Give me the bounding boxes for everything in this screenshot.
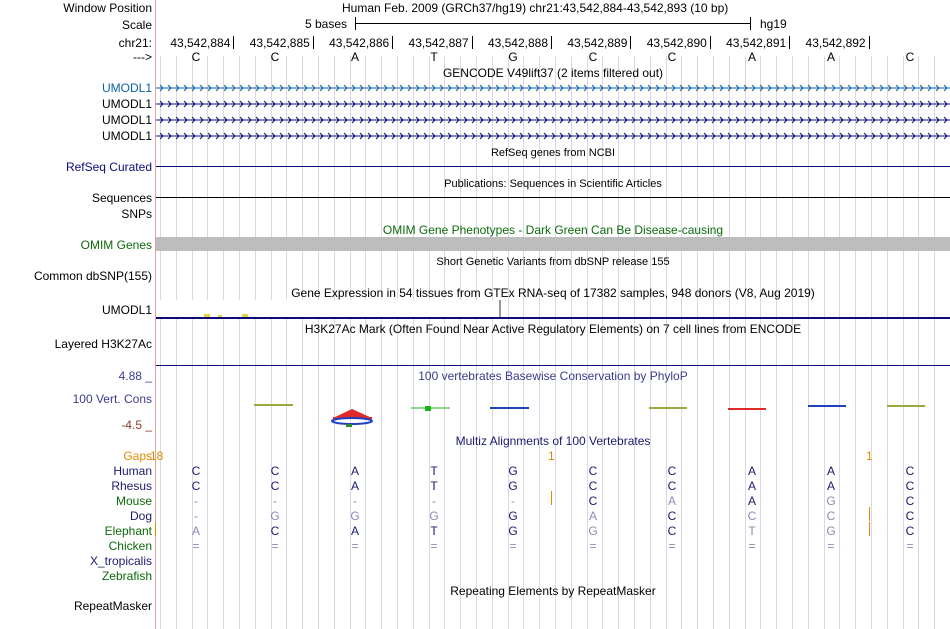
species-label[interactable]: Elephant: [104, 524, 152, 538]
aligned-base: C: [905, 494, 915, 508]
species-label[interactable]: X_tropicalis: [89, 554, 152, 568]
cons-glyphs: [156, 398, 950, 430]
cons-min-label: -4.5 _: [121, 418, 152, 432]
gencode-transcript[interactable]: [156, 81, 950, 95]
aligned-base: A: [667, 494, 676, 508]
gap-count: 1: [548, 449, 555, 463]
position-tick: [472, 36, 473, 49]
aligned-base: =: [668, 539, 676, 553]
gaps-label: Gaps: [123, 449, 152, 463]
aligned-base: C: [588, 494, 598, 508]
gtex-expression-box[interactable]: [156, 300, 501, 317]
gencode-transcript[interactable]: [156, 113, 950, 127]
h3k27ac-track-title[interactable]: H3K27Ac Mark (Often Found Near Active Regulatory Elements) on 7 cell lines from ENCODE: [304, 322, 802, 336]
aligned-base: T: [748, 524, 756, 538]
cons-glyph: [425, 406, 431, 411]
gtex-label[interactable]: UMODL1: [101, 303, 152, 317]
aligned-base: C: [905, 509, 915, 523]
pubs-track-title[interactable]: Publications: Sequences in Scientific Articles: [444, 178, 662, 190]
aligned-base: =: [351, 539, 359, 553]
sequence-base: C: [588, 50, 598, 64]
repeatmasker-label[interactable]: RepeatMasker: [73, 599, 152, 613]
scale-bar-left-tick: [355, 17, 356, 30]
cons-track-title[interactable]: 100 vertebrates Basewise Conservation by PhyloP: [418, 369, 688, 383]
aligned-base: A: [826, 464, 835, 478]
gencode-item-label[interactable]: UMODL1: [101, 113, 152, 127]
aligned-base: -: [194, 509, 198, 523]
aligned-base: C: [905, 524, 915, 538]
gap-marker: [869, 522, 870, 536]
position-tick-label: 43,542,884: [170, 36, 231, 50]
repeatmasker-track-title[interactable]: Repeating Elements by RepeatMasker: [450, 584, 656, 598]
species-label[interactable]: Mouse: [115, 494, 152, 508]
gap-marker: [155, 522, 156, 536]
gtex-bar: [499, 300, 501, 317]
aligned-base: =: [192, 539, 200, 553]
aligned-base: C: [588, 464, 598, 478]
position-tick-label: 43,542,891: [726, 36, 787, 50]
aligned-base: G: [508, 524, 518, 538]
sequences-line[interactable]: [156, 197, 950, 198]
cons-glyph: [346, 424, 352, 427]
snps-label[interactable]: SNPs: [121, 207, 152, 221]
window-position-value: Human Feb. 2009 (GRCh37/hg19) chr21:43,542,884-43,542,893 (10 bp): [342, 1, 729, 15]
gap-marker: [551, 491, 552, 505]
aligned-base: T: [430, 479, 438, 493]
cons-label[interactable]: 100 Vert. Cons: [72, 392, 152, 406]
aligned-base: T: [430, 464, 438, 478]
scale-value: 5 bases: [305, 17, 348, 31]
strand-label: --->: [133, 50, 152, 64]
sequence-base: A: [350, 50, 359, 64]
aligned-base: C: [747, 509, 757, 523]
position-tick: [869, 36, 870, 49]
chrom-label: chr21:: [118, 36, 152, 50]
aligned-base: C: [667, 464, 677, 478]
refseq-label[interactable]: RefSeq Curated: [65, 160, 152, 174]
position-tick-label: 43,542,888: [487, 36, 548, 50]
position-tick: [313, 36, 314, 49]
gencode-item-label[interactable]: UMODL1: [101, 97, 152, 111]
aligned-base: =: [509, 539, 517, 553]
gap-marker: [869, 507, 870, 521]
species-label[interactable]: Rhesus: [111, 479, 152, 493]
aligned-base: -: [273, 494, 277, 508]
aligned-base: C: [667, 509, 677, 523]
aligned-base: C: [667, 479, 677, 493]
cons-max-label: 4.88 _: [118, 369, 152, 383]
species-label[interactable]: Zebrafish: [101, 569, 152, 583]
scale-bar-right-tick: [750, 17, 751, 30]
aligned-base: -: [511, 494, 515, 508]
aligned-base: =: [589, 539, 597, 553]
aligned-base: C: [667, 524, 677, 538]
h3k27ac-baseline: [156, 365, 950, 366]
sequence-base: C: [667, 50, 677, 64]
multiz-track-title[interactable]: Multiz Alignments of 100 Vertebrates: [455, 434, 651, 448]
aligned-base: T: [430, 524, 438, 538]
species-label[interactable]: Human: [113, 464, 152, 478]
position-tick-label: 43,542,889: [567, 36, 628, 50]
aligned-base: A: [350, 479, 359, 493]
aligned-base: C: [270, 479, 280, 493]
aligned-base: A: [747, 494, 756, 508]
position-tick: [789, 36, 790, 49]
species-label[interactable]: Chicken: [108, 539, 152, 553]
omim-track-title[interactable]: OMIM Gene Phenotypes - Dark Green Can Be Disease-causing: [382, 223, 724, 237]
omim-label[interactable]: OMIM Genes: [80, 238, 152, 252]
gtex-baseline: [156, 317, 950, 319]
position-tick: [233, 36, 234, 49]
aligned-base: C: [905, 479, 915, 493]
position-tick: [710, 36, 711, 49]
aligned-base: A: [826, 479, 835, 493]
gap-count: 18: [150, 449, 164, 463]
position-tick-label: 43,542,890: [646, 36, 707, 50]
aligned-base: C: [826, 509, 836, 523]
sequence-base: C: [905, 50, 915, 64]
aligned-base: -: [432, 494, 436, 508]
dbsnp-track-title[interactable]: Short Genetic Variants from dbSNP release 155: [436, 256, 670, 268]
sequences-label[interactable]: Sequences: [91, 191, 152, 205]
aligned-base: C: [905, 464, 915, 478]
scale-bar: [355, 23, 750, 24]
species-label[interactable]: Dog: [129, 509, 152, 523]
gencode-track-title[interactable]: GENCODE V49lift37 (2 items filtered out): [442, 66, 664, 80]
window-position-label: Window Position: [63, 1, 152, 15]
aligned-base: G: [508, 479, 518, 493]
aligned-base: -: [353, 494, 357, 508]
aligned-base: C: [270, 464, 280, 478]
refseq-track-title[interactable]: RefSeq genes from NCBI: [490, 147, 616, 159]
aligned-base: -: [194, 494, 198, 508]
aligned-base: G: [508, 464, 518, 478]
aligned-base: G: [270, 509, 280, 523]
aligned-base: G: [826, 524, 836, 538]
aligned-base: G: [429, 509, 439, 523]
gap-count: 1: [866, 449, 873, 463]
aligned-base: =: [430, 539, 438, 553]
cons-glyph: [333, 409, 372, 418]
aligned-base: G: [588, 524, 598, 538]
sequence-base: C: [270, 50, 280, 64]
aligned-base: C: [191, 479, 201, 493]
aligned-base: =: [827, 539, 835, 553]
gencode-transcript[interactable]: [156, 97, 950, 111]
aligned-base: A: [588, 509, 597, 523]
scale-label: Scale: [121, 18, 152, 32]
aligned-base: =: [748, 539, 756, 553]
aligned-base: A: [350, 524, 359, 538]
aligned-base: C: [270, 524, 280, 538]
position-tick-label: 43,542,886: [329, 36, 390, 50]
position-tick-label: 43,542,887: [408, 36, 469, 50]
aligned-base: =: [906, 539, 914, 553]
h3k27ac-label[interactable]: Layered H3K27Ac: [54, 337, 152, 351]
aligned-base: A: [191, 524, 200, 538]
aligned-base: C: [588, 479, 598, 493]
aligned-base: =: [271, 539, 279, 553]
gtex-track-title[interactable]: Gene Expression in 54 tissues from GTEx RNA-seq of 17382 samples, 948 donors (V8, Aug 2019): [291, 286, 815, 300]
position-tick: [551, 36, 552, 49]
aligned-base: A: [747, 479, 756, 493]
gencode-item-label[interactable]: UMODL1: [101, 129, 152, 143]
sequence-base: A: [747, 50, 756, 64]
gencode-item-label[interactable]: UMODL1: [101, 81, 152, 95]
refseq-gene-line[interactable]: [156, 166, 950, 167]
aligned-base: G: [508, 509, 518, 523]
aligned-base: G: [350, 509, 360, 523]
dbsnp-label[interactable]: Common dbSNP(155): [33, 269, 152, 283]
aligned-base: A: [350, 464, 359, 478]
aligned-base: A: [747, 464, 756, 478]
omim-feature-bar[interactable]: [156, 237, 950, 251]
position-tick-label: 43,542,885: [249, 36, 310, 50]
cons-glyph: [332, 418, 372, 424]
assembly-label: hg19: [760, 17, 787, 31]
gencode-transcript[interactable]: [156, 129, 950, 143]
sequence-base: A: [826, 50, 835, 64]
aligned-base: G: [826, 494, 836, 508]
sequence-base: T: [430, 50, 438, 64]
sequence-base: G: [508, 50, 518, 64]
position-tick-label: 43,542,892: [805, 36, 866, 50]
position-tick: [392, 36, 393, 49]
sequence-base: C: [191, 50, 201, 64]
position-tick: [630, 36, 631, 49]
aligned-base: C: [191, 464, 201, 478]
